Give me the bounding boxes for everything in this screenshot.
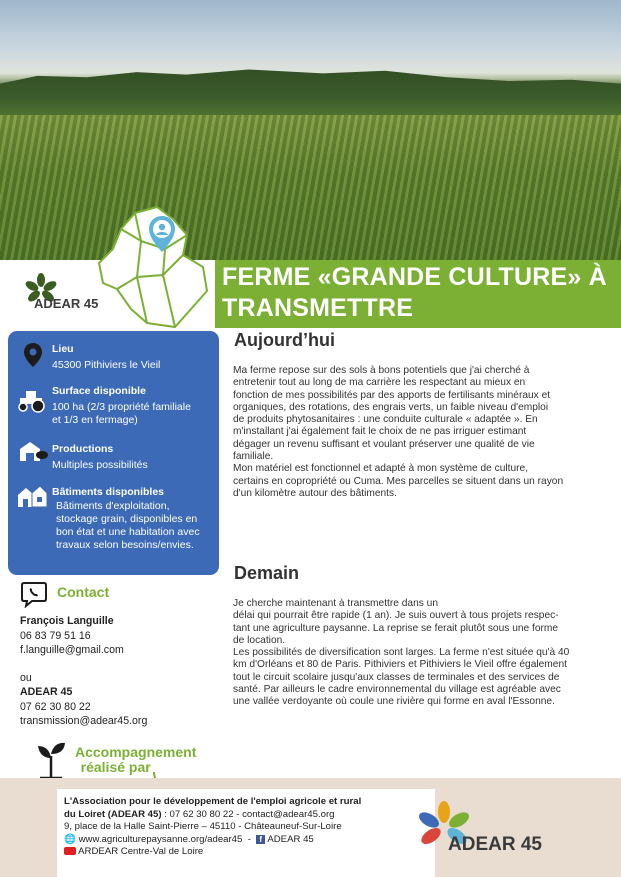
text-line: une vallée verdoyante où coule une rivière qui forme en aval l'Essonne. — [233, 696, 555, 708]
contact-or: ou — [20, 671, 32, 684]
footer-address: 9, place de la Halle Saint-Pierre – 45110 - Châteauneuf-Sur-Loire — [64, 821, 342, 832]
productions-value: Multiples possibilités — [52, 459, 148, 471]
phone-bubble-icon — [20, 580, 48, 608]
text-line: tout le circuit scolaire jusqu'aux classes de terminales et des services de — [233, 671, 560, 683]
surface-value-1: 100 ha (2/3 propriété familiale — [52, 401, 191, 413]
today-heading: Aujourd’hui — [234, 330, 335, 350]
today-text — [233, 365, 605, 500]
surface-label: Surface disponible — [52, 385, 146, 397]
footer-youtube[interactable]: ARDEAR Centre-Val de Loire — [78, 846, 204, 857]
text-line: fonction de mes possibilités par des apports de fertilisants minéraux et — [233, 389, 551, 401]
text-line: de location. — [233, 634, 286, 646]
location-pin-icon — [22, 342, 44, 368]
footer-website[interactable]: www.agriculturepaysanne.org/adear45 — [78, 833, 243, 845]
contact-org: ADEAR 45 — [20, 686, 73, 698]
buildings-line: bon état et une habitation avec — [56, 526, 200, 538]
text-line: tant une agriculture paysanne. La reprise se ferait plutôt sous une forme — [233, 622, 559, 634]
text-line: Je cherche maintenant à transmettre dans un — [233, 598, 438, 609]
globe-icon: 🌐 — [64, 833, 76, 845]
contact-phone[interactable]: 06 83 79 51 16 — [20, 629, 91, 642]
treeline — [0, 58, 621, 122]
text-line: entretenir tout au long de ma carrière les respectant au mieux en — [233, 377, 526, 389]
tomorrow-text — [233, 598, 605, 709]
text-line: d'un kilomètre autour des bâtiments. — [233, 487, 397, 499]
info-panel — [8, 331, 219, 575]
text-line: organiques, des rotations, des engrais verts, un faible niveau d'emploi — [233, 401, 549, 413]
tractor-icon — [14, 387, 48, 413]
farm-animals-icon — [18, 439, 48, 463]
footer-text: L'Association pour le développement de l'emploi agricole et rural du Loiret (ADEAR 45) : 07 62 30 80 22 - contact@adear45.org 9, place de la Halle Saint-Pierre – 45110 - Châteauneuf-Sur-Loire 🌐 www.agriculturepaysanne.org/adear45 - f ADEAR 45 ARDEAR Centre-Val de Loire — [64, 796, 434, 859]
title-line-1: FERME «GRANDE CULTURE» À — [222, 263, 607, 291]
farm-buildings-icon — [16, 483, 48, 509]
facebook-icon: f — [256, 835, 265, 844]
footer-logo-text: ADEAR 45 — [448, 834, 542, 855]
buildings-line: stockage grain, disponibles en — [56, 513, 198, 525]
surface-value-2: et 1/3 en fermage) — [52, 414, 138, 426]
page-title — [222, 262, 614, 324]
text-line: santé. Par ailleurs le cadre environnemental du village est agréable avec — [233, 684, 561, 696]
text-line: km d'Orléans et 80 de Paris. Pithiviers et Pithiviers le Vieil offre également — [233, 659, 567, 671]
contact-title: Contact — [57, 584, 110, 600]
crop-field — [0, 115, 621, 260]
location-label: Lieu — [52, 343, 74, 355]
contact-org-email[interactable]: transmission@adear45.org — [20, 715, 148, 727]
youtube-icon — [64, 847, 76, 855]
footer-facebook[interactable]: ADEAR 45 — [267, 833, 314, 845]
text-line: Ma ferme repose sur des sols à bons potentiels que j'ai cherché à — [233, 365, 530, 376]
contact-block — [20, 614, 147, 729]
text-line: m'installant j'ai également fait le choix de ne pas irriguer estimant — [233, 426, 527, 438]
accompaniment-line-2: réalisé par — [80, 759, 151, 775]
logo-text: ADEAR 45 — [34, 296, 99, 311]
info-productions — [52, 443, 148, 472]
title-line-2: TRANSMETTRE — [222, 294, 414, 322]
tomorrow-heading: Demain — [234, 563, 300, 583]
buildings-label: Bâtiments disponibles — [52, 486, 165, 498]
footer-org-contact: : 07 62 30 80 22 - contact@adear45.org — [161, 808, 335, 820]
buildings-line: travaux selon besoins/envies. — [56, 539, 194, 551]
text-line: Mon matériel est fonctionnel et adapté à mon système de culture, — [233, 463, 529, 475]
contact-email[interactable]: f.languille@gmail.com — [20, 644, 124, 656]
location-value: 45300 Pithiviers le Vieil — [52, 359, 161, 371]
info-buildings — [52, 486, 164, 499]
text-line: délai qui pourrait être rapide (1 an). Je suis ouvert à tous projets respec- — [233, 610, 559, 622]
text-line: certains en copropriété ou Cuma. Mes parcelles se situent dans un rayon — [233, 475, 564, 487]
contact-name: François Languille — [20, 615, 114, 627]
accompaniment-line-1: Accompagnement — [75, 744, 197, 760]
contact-org-phone[interactable]: 07 62 30 80 22 — [20, 700, 91, 713]
text-line: dégager un revenu suffisant et voulant préserver une qualité de vie — [233, 438, 535, 450]
info-location — [52, 343, 160, 372]
buildings-line: Bâtiments d'exploitation, — [56, 500, 170, 512]
hero-field-photo — [0, 0, 621, 260]
buildings-value — [56, 500, 200, 552]
info-surface — [52, 385, 191, 427]
text-line: de produits phytosanitaires : une conduite culturale « adaptée ». En — [233, 414, 538, 426]
footer-org-name: du Loiret (ADEAR 45) — [64, 808, 162, 820]
text-line: Les possibilités de diversification sont larges. La ferme n'est située qu'à 40 — [233, 647, 570, 659]
footer-line-1: L'Association pour le développement de l'emploi agricole et rural — [64, 796, 362, 807]
text-line: familiale. — [233, 451, 274, 463]
productions-label: Productions — [52, 443, 114, 455]
location-marker-icon — [147, 215, 177, 253]
